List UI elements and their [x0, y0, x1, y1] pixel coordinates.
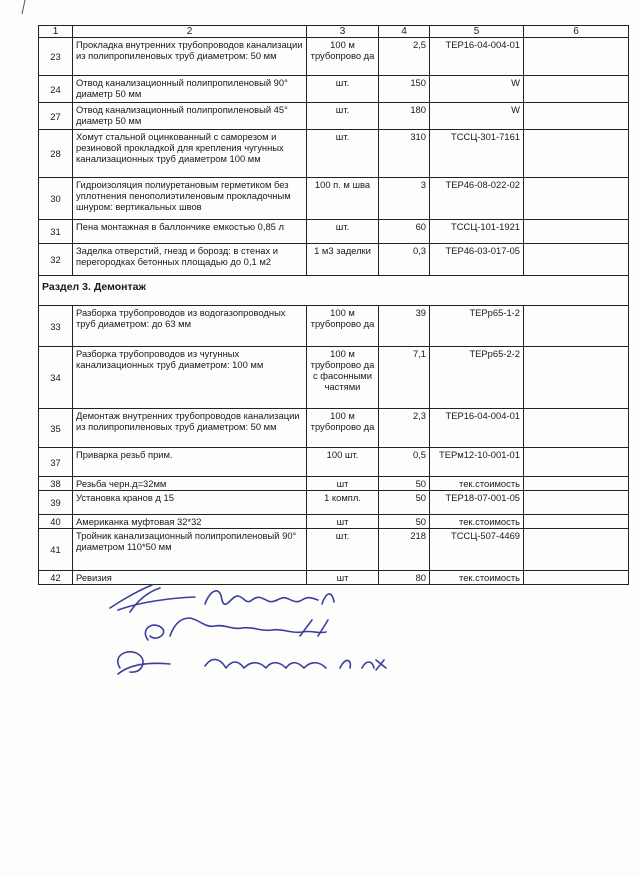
table-row — [39, 491, 629, 515]
table-row — [39, 347, 629, 409]
row-number: 38 — [39, 477, 73, 491]
extra — [524, 347, 629, 409]
rate-code: ТЕР46-08-022-02 — [430, 178, 524, 220]
table-row — [39, 220, 629, 244]
extra — [524, 491, 629, 515]
work-name: Американка муфтовая 32*32 — [73, 515, 307, 529]
quantity: 39 — [379, 306, 430, 347]
row-number: 34 — [39, 347, 73, 409]
rate-code: тек.стоимость — [430, 571, 524, 585]
quantity: 7,1 — [379, 347, 430, 409]
rate-code: ТЕР16-04-004-01 — [430, 409, 524, 448]
column-header: 5 — [430, 26, 524, 38]
table-row — [39, 409, 629, 448]
work-name: Отвод канализационный полипропиленовый 45° диаметр 50 мм — [73, 103, 307, 130]
extra — [524, 571, 629, 585]
table-row — [39, 130, 629, 178]
quantity: 0,3 — [379, 244, 430, 276]
extra — [524, 409, 629, 448]
rate-code: тек.стоимость — [430, 477, 524, 491]
signature-3 — [118, 652, 386, 674]
unit: 1 компл. — [307, 491, 379, 515]
signature-1 — [110, 585, 334, 612]
row-number: 37 — [39, 448, 73, 477]
work-name: Заделка отверстий, гнезд и борозд: в стенах и перегородках бетонных площадью до 0,1 м2 — [73, 244, 307, 276]
rate-code: ТЕР16-04-004-01 — [430, 38, 524, 76]
extra — [524, 76, 629, 103]
table-row — [39, 448, 629, 477]
extra — [524, 103, 629, 130]
quantity: 310 — [379, 130, 430, 178]
column-header: 1 — [39, 26, 73, 38]
column-header: 2 — [73, 26, 307, 38]
work-name: Резьба черн.д=32мм — [73, 477, 307, 491]
work-name: Отвод канализационный полипропиленовый 90° диаметр 50 мм — [73, 76, 307, 103]
extra — [524, 529, 629, 571]
quantity: 180 — [379, 103, 430, 130]
extra — [524, 448, 629, 477]
table-row — [39, 178, 629, 220]
work-name: Пена монтажная в баллончике емкостью 0,85 л — [73, 220, 307, 244]
rate-code: ТЕРр65-1-2 — [430, 306, 524, 347]
quantity: 50 — [379, 477, 430, 491]
signature-2 — [145, 618, 328, 640]
section-row — [39, 276, 629, 306]
rate-code: ТЕРм12-10-001-01 — [430, 448, 524, 477]
unit: 100 м трубопрово да — [307, 38, 379, 76]
row-number: 41 — [39, 529, 73, 571]
work-name: Ревизия — [73, 571, 307, 585]
row-number: 27 — [39, 103, 73, 130]
quantity: 50 — [379, 515, 430, 529]
row-number: 31 — [39, 220, 73, 244]
specification-table — [38, 25, 629, 585]
table-row — [39, 529, 629, 571]
unit: шт — [307, 571, 379, 585]
quantity: 3 — [379, 178, 430, 220]
work-name: Разборка трубопроводов из чугунных канализационных труб диаметром: 100 мм — [73, 347, 307, 409]
extra — [524, 306, 629, 347]
rate-code: ТССЦ-101-1921 — [430, 220, 524, 244]
section-title: Раздел 3. Демонтаж — [39, 276, 629, 306]
unit: 100 шт. — [307, 448, 379, 477]
unit: шт — [307, 477, 379, 491]
row-number: 23 — [39, 38, 73, 76]
unit: шт. — [307, 529, 379, 571]
row-number: 32 — [39, 244, 73, 276]
table-row — [39, 571, 629, 585]
extra — [524, 130, 629, 178]
work-name: Гидроизоляция полиуретановым герметиком без уплотнения пенополиэтиленовым прокладочным шнуром: вертикальных швов — [73, 178, 307, 220]
unit: шт — [307, 515, 379, 529]
table-row — [39, 38, 629, 76]
unit: 100 п. м шва — [307, 178, 379, 220]
rate-code: тек.стоимость — [430, 515, 524, 529]
work-name: Установка кранов д 15 — [73, 491, 307, 515]
table-row — [39, 306, 629, 347]
table-row — [39, 76, 629, 103]
row-number: 35 — [39, 409, 73, 448]
rate-code: ТЕР46-03-017-05 — [430, 244, 524, 276]
unit: шт. — [307, 76, 379, 103]
row-number: 39 — [39, 491, 73, 515]
unit: шт. — [307, 220, 379, 244]
work-name: Разборка трубопроводов из водогазопроводных труб диаметром: до 63 мм — [73, 306, 307, 347]
extra — [524, 477, 629, 491]
rate-code: ТЕР18-07-001-05 — [430, 491, 524, 515]
row-number: 28 — [39, 130, 73, 178]
row-number: 42 — [39, 571, 73, 585]
rate-code: ТЕРр65-2-2 — [430, 347, 524, 409]
quantity: 2,5 — [379, 38, 430, 76]
quantity: 2,3 — [379, 409, 430, 448]
quantity: 150 — [379, 76, 430, 103]
work-name: Хомут стальной оцинкованный с саморезом и резиновой прокладкой для крепления чугунных канализационных труб диаметром 100 мм — [73, 130, 307, 178]
extra — [524, 38, 629, 76]
unit: 1 м3 заделки — [307, 244, 379, 276]
rate-code: ТССЦ-301-7161 — [430, 130, 524, 178]
unit: шт. — [307, 130, 379, 178]
quantity: 218 — [379, 529, 430, 571]
extra — [524, 515, 629, 529]
unit: 100 м трубопрово да с фасонными частями — [307, 347, 379, 409]
table-row — [39, 244, 629, 276]
work-name: Прокладка внутренних трубопроводов канализации из полипропиленовых труб диаметром: 50 мм — [73, 38, 307, 76]
row-number: 33 — [39, 306, 73, 347]
work-name: Тройник канализационный полипропиленовый 90° диаметром 110*50 мм — [73, 529, 307, 571]
table-row — [39, 103, 629, 130]
rate-code: W — [430, 103, 524, 130]
extra — [524, 220, 629, 244]
row-number: 24 — [39, 76, 73, 103]
unit: 100 м трубопрово да — [307, 306, 379, 347]
rate-code: W — [430, 76, 524, 103]
column-header: 4 — [379, 26, 430, 38]
table-row — [39, 515, 629, 529]
extra — [524, 178, 629, 220]
extra — [524, 244, 629, 276]
row-number: 40 — [39, 515, 73, 529]
unit: шт. — [307, 103, 379, 130]
quantity: 0,5 — [379, 448, 430, 477]
row-number: 30 — [39, 178, 73, 220]
table-row — [39, 477, 629, 491]
column-header: 3 — [307, 26, 379, 38]
unit: 100 м трубопрово да — [307, 409, 379, 448]
rate-code: ТССЦ-507-4469 — [430, 529, 524, 571]
quantity: 60 — [379, 220, 430, 244]
work-name: Приварка резьб прим. — [73, 448, 307, 477]
column-header: 6 — [524, 26, 629, 38]
table-header-row — [39, 26, 629, 38]
work-name: Демонтаж внутренних трубопроводов канализации из полипропиленовых труб диаметром: 50 мм — [73, 409, 307, 448]
quantity: 50 — [379, 491, 430, 515]
quantity: 80 — [379, 571, 430, 585]
